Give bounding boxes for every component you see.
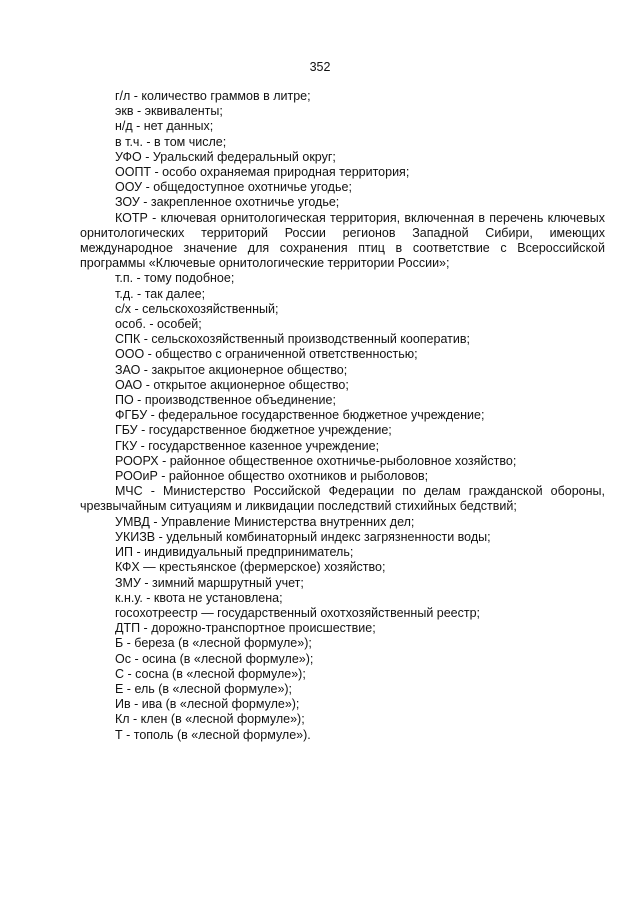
abbreviation-entry: Т - тополь (в «лесной формуле»). [115,727,311,742]
abbreviation-entry: УФО - Уральский федеральный округ; [115,149,336,164]
abbreviation-list [80,89,605,743]
abbreviation-entry: ГКУ - государственное казенное учреждение; [115,438,380,453]
abbreviation-entry: т.п. - тому подобное; [115,271,235,286]
abbreviation-entry: РООиР - районное общество охотников и рыболовов; [115,469,429,484]
abbreviation-entry: ГБУ - государственное бюджетное учреждение; [115,423,392,438]
abbreviation-entry: г/л - количество граммов в литре; [115,89,311,103]
abbreviation-entry: ДТП - дорожно-транспортное происшествие; [115,621,376,636]
page-number: 352 [309,60,331,74]
abbreviation-entry: ООПТ - особо охраняемая природная территория; [115,165,410,180]
abbreviation-entry: Ив - ива (в «лесной формуле»); [115,697,300,712]
abbreviation-entry: ОАО - открытое акционерное общество; [115,377,349,392]
abbreviation-entry: экв - эквиваленты; [115,104,223,119]
abbreviation-entry: к.н.у. - квота не установлена; [115,590,283,605]
abbreviation-entry: ЗОУ - закрепленное охотничье угодье; [115,195,340,210]
abbreviation-entry-paragraph: КОТР - ключевая орнитологическая территория, включенная в перечень ключевых орнитологических территорий России регионов Западной Сибири, имеющих международное значение для сохранения птиц в соответствие с Всероссийской программы «Ключевые орнитологические территории России»; [80,210,605,271]
abbreviation-entry-paragraph: МЧС - Министерство Российской Федерации по делам гражданской обороны, чрезвычайным ситуациям и ликвидации последствий стихийных бедствий; [80,484,605,514]
abbreviation-entry: госохотреестр — государственный охотхозяйственный реестр; [115,605,481,620]
abbreviation-entry: в т.ч. - в том числе; [115,134,227,149]
abbreviation-entry: особ. - особей; [115,317,202,332]
abbreviation-entry: РООРХ - районное общественное охотничье-рыболовное хозяйство; [115,453,517,468]
abbreviation-entry: СПК - сельскохозяйственный производственный кооператив; [115,332,470,347]
abbreviation-entry: Ос - осина (в «лесной формуле»); [115,651,314,666]
abbreviation-entry: н/д - нет данных; [115,119,214,134]
abbreviation-entry: ЗАО - закрытое акционерное общество; [115,362,348,377]
abbreviation-entry: Б - береза (в «лесной формуле»); [115,636,312,651]
abbreviation-entry: ЗМУ - зимний маршрутный учет; [115,575,304,590]
abbreviation-entry: с/х - сельскохозяйственный; [115,301,279,316]
abbreviation-entry: УМВД - Управление Министерства внутренних дел; [115,514,415,529]
abbreviation-entry: ИП - индивидуальный предприниматель; [115,545,354,560]
abbreviation-entry: Е - ель (в «лесной формуле»); [115,681,293,696]
abbreviation-entry: С - сосна (в «лесной формуле»); [115,666,306,681]
abbreviation-entry: Кл - клен (в «лесной формуле»); [115,712,305,727]
abbreviation-entry: УКИЗВ - удельный комбинаторный индекс загрязненности воды; [115,529,491,544]
abbreviation-entry: КФХ — крестьянское (фермерское) хозяйство; [115,560,386,575]
abbreviation-entry: ПО - производственное объединение; [115,393,336,408]
abbreviation-entry: ФГБУ - федеральное государственное бюджетное учреждение; [115,408,485,423]
abbreviation-entry: т.д. - так далее; [115,286,206,301]
abbreviation-entry: ООО - общество с ограниченной ответственностью; [115,347,418,362]
abbreviation-entry: ООУ - общедоступное охотничье угодье; [115,180,352,195]
